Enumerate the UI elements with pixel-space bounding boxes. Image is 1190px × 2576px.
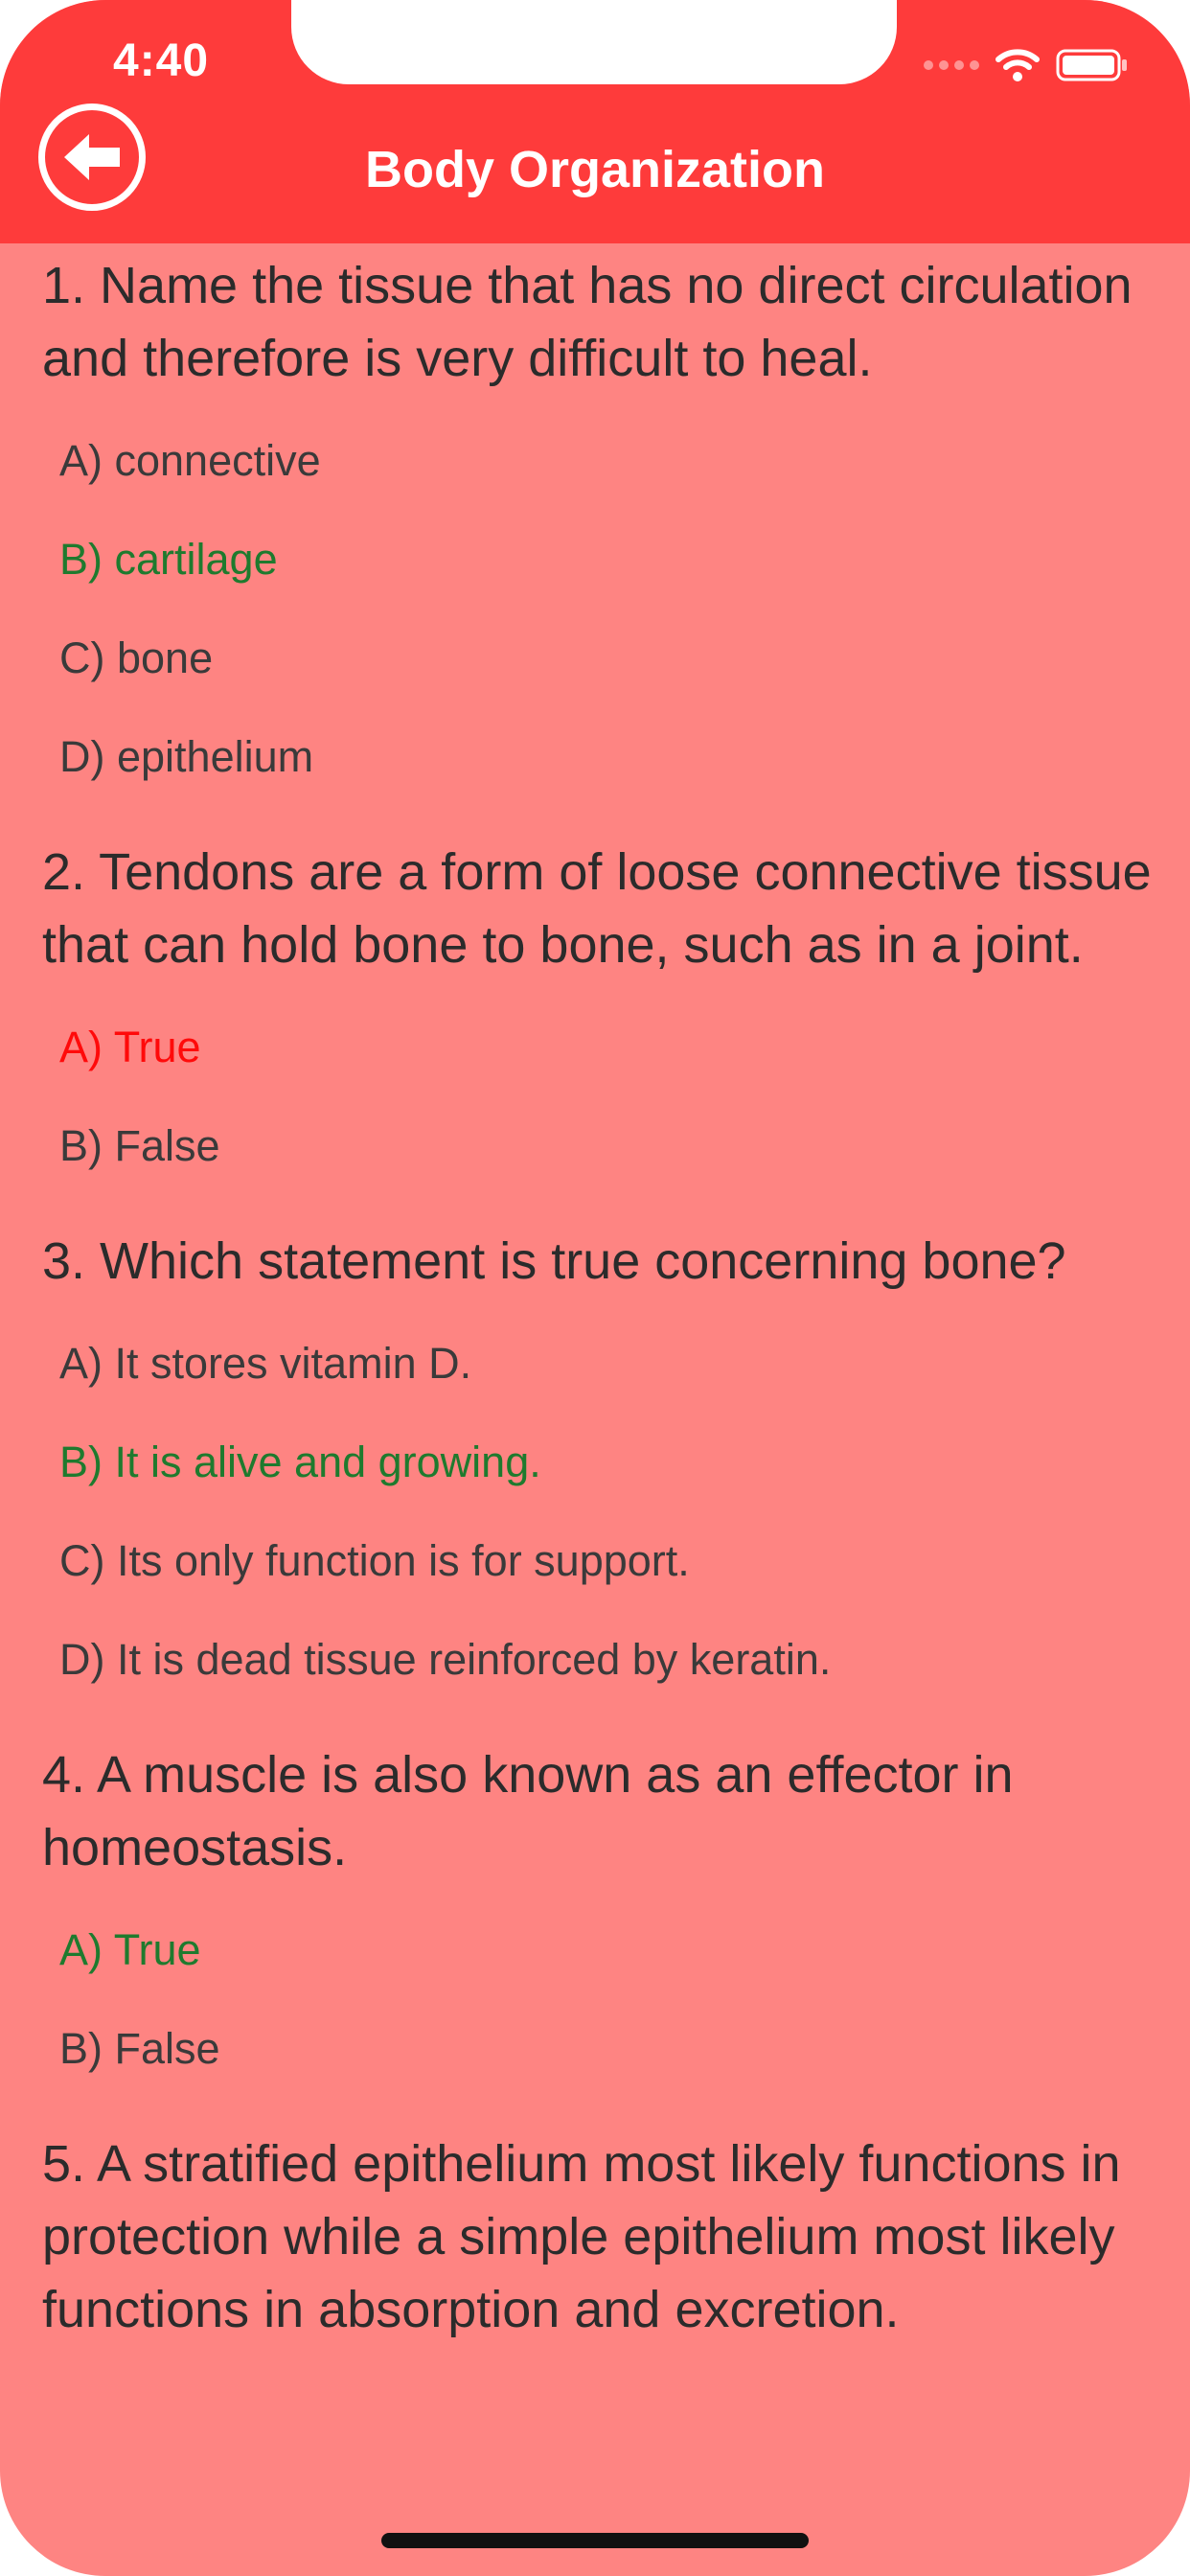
question-item — [0, 1733, 1190, 2075]
page-title: Body Organization — [364, 141, 825, 198]
answer-options — [0, 435, 1190, 783]
answer-options — [0, 1338, 1190, 1686]
answer-option[interactable]: C) bone — [59, 633, 214, 682]
answer-option[interactable]: A) connective — [59, 436, 321, 485]
wifi-icon — [995, 48, 1041, 82]
question-item — [0, 1219, 1190, 1686]
answer-option-correct[interactable]: B) It is alive and growing. — [59, 1438, 541, 1486]
answer-options — [0, 1022, 1190, 1172]
question-text: 5. A stratified epithelium most likely functions in protection while a simple epithelium most likely functions in absorption and excretion. — [42, 2135, 1121, 2338]
question-item — [0, 2122, 1190, 2346]
answer-option[interactable]: D) It is dead tissue reinforced by keratin. — [59, 1635, 832, 1684]
quiz-review-list[interactable] — [0, 243, 1190, 2576]
answer-option-correct[interactable]: B) cartilage — [59, 535, 278, 584]
question-text: 2. Tendons are a form of loose connective tissue that can hold bone to bone, such as in a joint. — [42, 843, 1152, 974]
status-time: 4:40 — [113, 35, 210, 86]
navigation-bar — [0, 0, 1190, 243]
answer-options — [0, 1924, 1190, 2075]
answer-option[interactable]: C) Its only function is for support. — [59, 1536, 690, 1585]
answer-option[interactable]: B) False — [59, 2024, 220, 2073]
answer-option-correct[interactable]: A) True — [59, 1925, 201, 1974]
status-indicators — [924, 44, 1129, 86]
battery-icon — [1056, 48, 1129, 82]
answer-option[interactable]: D) epithelium — [59, 732, 314, 781]
answer-option-wrong[interactable]: A) True — [59, 1023, 201, 1071]
question-item — [0, 243, 1190, 783]
question-text: 3. Which statement is true concerning bone? — [42, 1232, 1066, 1290]
question-text: 1. Name the tissue that has no direct circulation and therefore is very difficult to heal. — [42, 257, 1133, 387]
home-indicator[interactable] — [381, 2533, 809, 2548]
question-text: 4. A muscle is also known as an effector in homeostasis. — [42, 1746, 1014, 1876]
answer-option[interactable]: A) It stores vitamin D. — [59, 1339, 472, 1388]
answer-option[interactable]: B) False — [59, 1121, 220, 1170]
question-item — [0, 830, 1190, 1172]
cellular-signal-icon — [924, 60, 979, 70]
device-notch — [291, 0, 897, 84]
